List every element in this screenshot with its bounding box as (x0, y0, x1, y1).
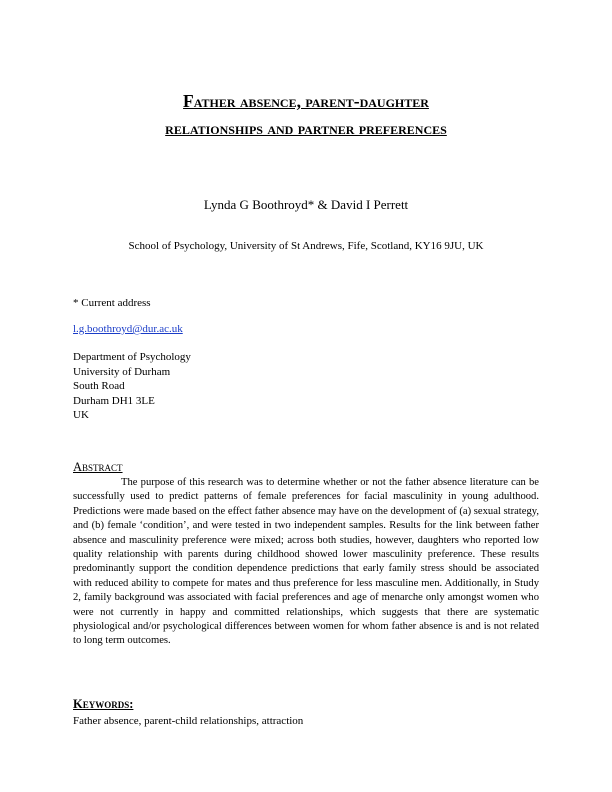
address-line: University of Durham (73, 365, 171, 378)
title-line-2: relationships and partner preferences (165, 118, 447, 138)
keywords-heading: Keywords: (73, 697, 134, 711)
affiliation: School of Psychology, University of St Andrews, Fife, Scotland, KY16 9JU, UK (128, 240, 484, 252)
abstract-text: The purpose of this research was to determine whether or not the father absence literature can be successfully used to predict patterns of female preferences for facial masculinity in young adulthood. Predictions were made based on the effect father absence may have on the development of (a) sexual strategy, and (b) female ‘condition’, and were tested in two independent samples. Results for the link between father absence and masculinity preference were mixed; across both studies, however, daughters who reported low quality relationship with parents during childhood showed lower masculinity preference. These results predominantly support the condition dependence predictions that early family stress should be associated with reduced ability to compete for mates and thus preference for less masculine men. Additionally, in Study 2, family background was associated with facial preferences and age of menarche only amongst women who were not currently in happy and committed relationships, which suggests that there are systematic physiological and/or psychological differences between women for whom father absence is and is not related to long term outcomes. (73, 477, 539, 647)
keywords-text: Father absence, parent-child relationships, attraction (73, 715, 304, 727)
address-line: South Road (73, 380, 125, 393)
authors: Lynda G Boothroyd* & David I Perrett (203, 197, 409, 212)
paper-title (60, 88, 552, 142)
current-address-note: * Current address (73, 297, 151, 309)
address-line: Department of Psychology (73, 351, 191, 363)
postal-address (73, 350, 191, 423)
address-line: Durham DH1 3LE (73, 394, 155, 407)
address-line: UK (73, 409, 89, 422)
abstract-heading: Abstract (73, 460, 123, 474)
email-link[interactable]: l.g.boothroyd@dur.ac.uk (73, 323, 183, 335)
title-line-1: Father absence, parent-daughter (183, 91, 429, 111)
